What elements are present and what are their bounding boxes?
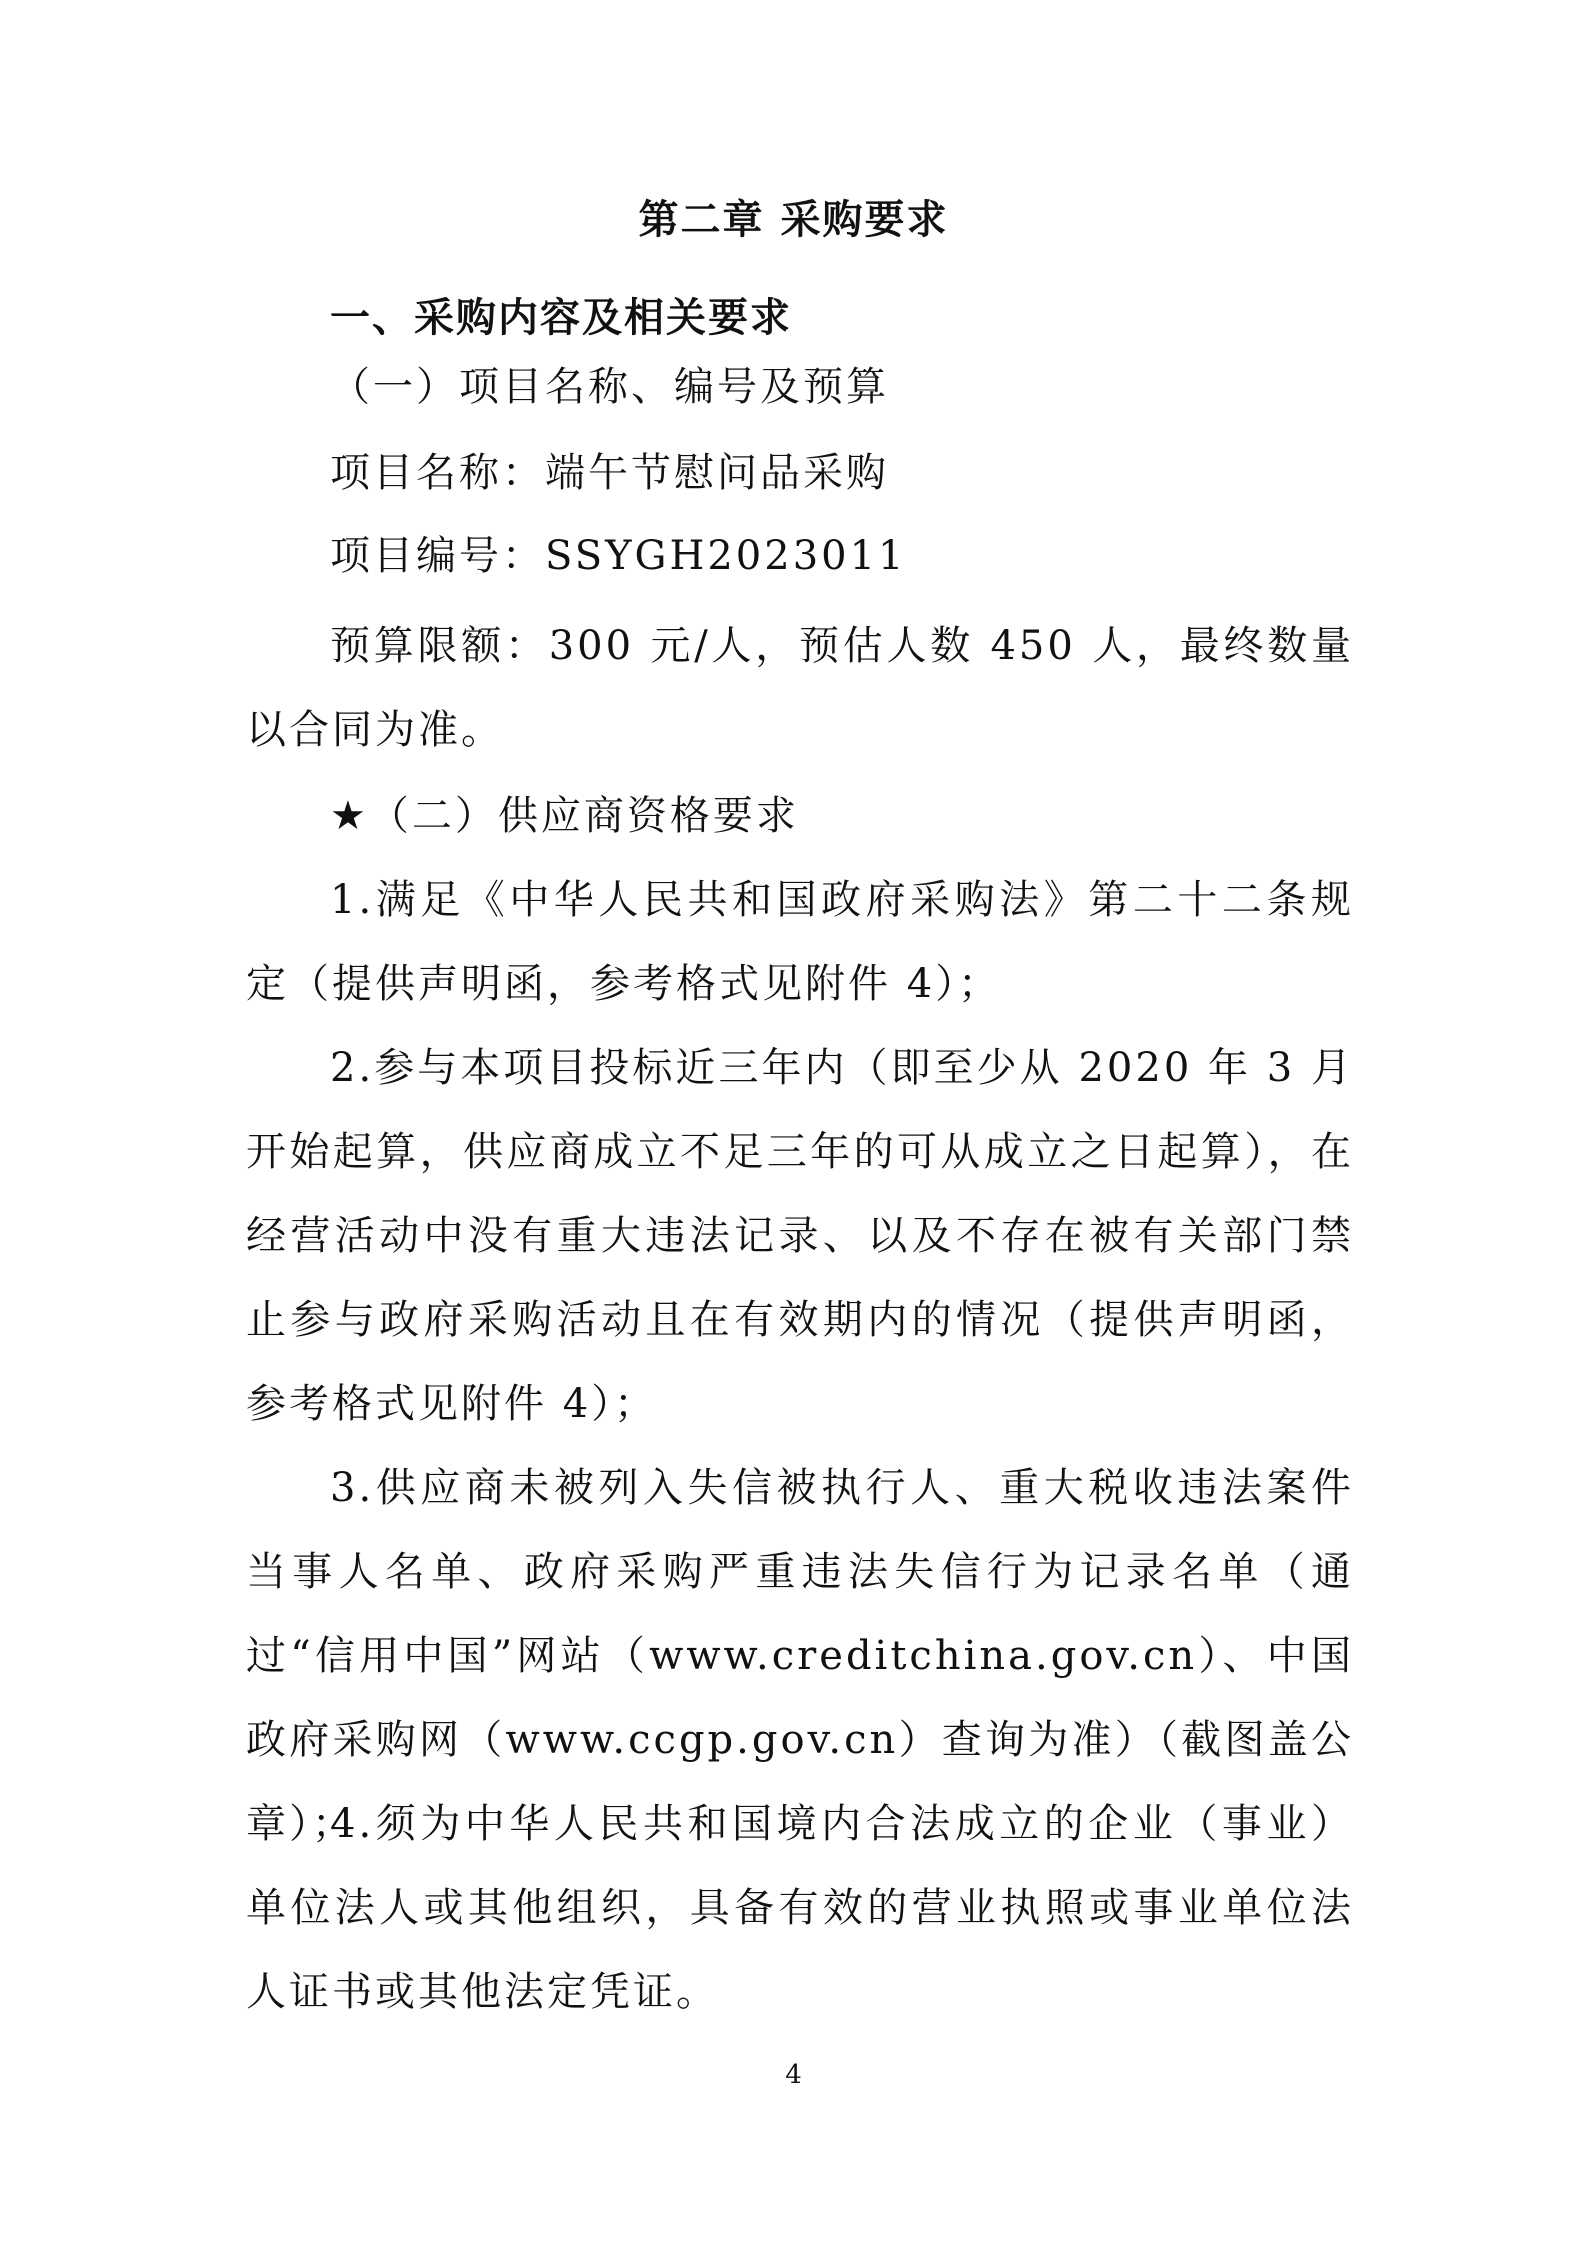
page-number: 4: [785, 2060, 802, 2090]
project-code-line: 项目编号：SSYGH2023011: [330, 533, 907, 579]
section-heading: 一、采购内容及相关要求: [330, 295, 792, 341]
requirement-4: 4.须为中华人民共和国境内合法成立的企业（事业）单位法人或其他组织，具备有效的营业执照或事业单位法人证书或其他法定凭证。: [246, 1801, 1354, 2015]
star-icon: ★: [330, 793, 369, 839]
requirement-2: 2.参与本项目投标近三年内（即至少从 2020 年 3 月开始起算，供应商成立不足三年的可从成立之日起算），在经营活动中没有重大违法记录、以及不存在被有关部门禁止参与政府采购活动且在有效期内的情况（提供声明函，参考格式见附件 4）；: [246, 1045, 1354, 1427]
chapter-title: 第二章 采购要求: [638, 197, 949, 243]
requirement-1: 1.满足《中华人民共和国政府采购法》第二十二条规定（提供声明函，参考格式见附件 4）；: [246, 877, 1354, 1007]
project-name-line: 项目名称：端午节慰问品采购: [330, 450, 889, 496]
subsection-heading-qualification: [330, 784, 799, 848]
subsection-heading-qualification-text: （二）供应商资格要求: [368, 793, 799, 839]
requirement-3: 3.供应商未被列入失信被执行人、重大税收违法案件当事人名单、政府采购严重违法失信行为记录名单（通过“信用中国”网站（www.creditchina.gov.cn）、中国政府采购网（www.ccgp.gov.cn）查询为准）（截图盖公章）；: [246, 1465, 1354, 1847]
budget-paragraph: 预算限额：300 元/人，预估人数 450 人，最终数量以合同为准。: [246, 623, 1354, 753]
subsection-heading-project: （一）项目名称、编号及预算: [330, 364, 889, 410]
